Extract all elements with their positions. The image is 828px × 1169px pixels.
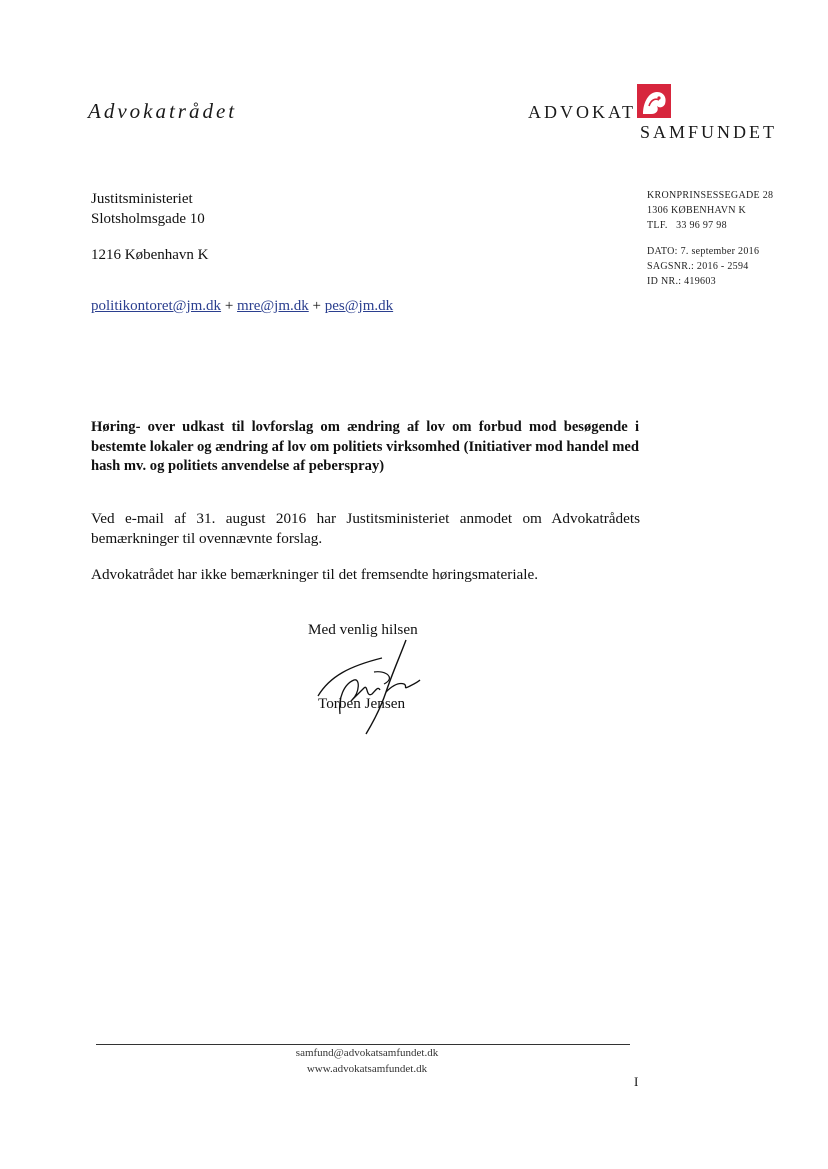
page-mark: I xyxy=(634,1074,639,1089)
closing-phrase: Med venlig hilsen xyxy=(308,621,418,638)
body-paragraph: Advokatrådet har ikke bemærkninger til det fremsendte høringsmateriale. xyxy=(91,566,539,583)
email-link-politikontoret[interactable]: politikontoret@jm.dk xyxy=(91,298,222,314)
brand-name: Advokatrådet xyxy=(88,99,238,123)
signatory-name: Torben Jensen xyxy=(318,695,406,712)
letter-date: DATO: 7. september 2016 xyxy=(647,246,760,257)
logo-text-top: ADVOKAT xyxy=(528,102,636,122)
recipient-address xyxy=(91,189,208,265)
email-link-mre[interactable]: mre@jm.dk xyxy=(237,298,309,314)
email-link-pes[interactable]: pes@jm.dk xyxy=(324,298,394,314)
recipient-name: Justitsministeriet xyxy=(91,191,193,207)
body-paragraph: Ved e-mail af 31. august 2016 har Justitsministeriet anmodet om Advokatrådets bemærkninger til ovennævnte forslag. xyxy=(91,510,640,547)
footer-email: samfund@advokatsamfundet.dk xyxy=(295,1047,439,1059)
email-recipients xyxy=(91,298,393,315)
sender-info xyxy=(647,188,773,289)
logo-text-bottom: SAMFUNDET xyxy=(640,122,778,142)
email-separator: + xyxy=(312,298,321,314)
letter-subject: Høring- over udkast til lovforslag om ændring af lov om forbud mod besøgende i bestemte lokaler og ændring af lov om politiets virksomhed (Initiativer mod handel med hash mv. og politiets anvendelse af peberspray) xyxy=(91,419,639,474)
sender-city: 1306 KØBENHAVN K xyxy=(647,205,747,216)
handwritten-signature-icon xyxy=(300,636,430,736)
footer-website: www.advokatsamfundet.dk xyxy=(306,1063,428,1075)
recipient-street: Slotsholmsgade 10 xyxy=(91,211,205,227)
sender-phone: TLF. 33 96 97 98 xyxy=(647,220,727,231)
sender-street: KRONPRINSESSEGADE 28 xyxy=(647,190,774,201)
case-number: SAGSNR.: 2016 - 2594 xyxy=(647,261,749,272)
recipient-city: 1216 København K xyxy=(91,247,209,263)
advokatsamfundet-logo-icon xyxy=(637,84,671,118)
email-separator: + xyxy=(224,298,234,314)
id-number: ID NR.: 419603 xyxy=(647,276,716,287)
footer-divider xyxy=(96,1044,630,1045)
